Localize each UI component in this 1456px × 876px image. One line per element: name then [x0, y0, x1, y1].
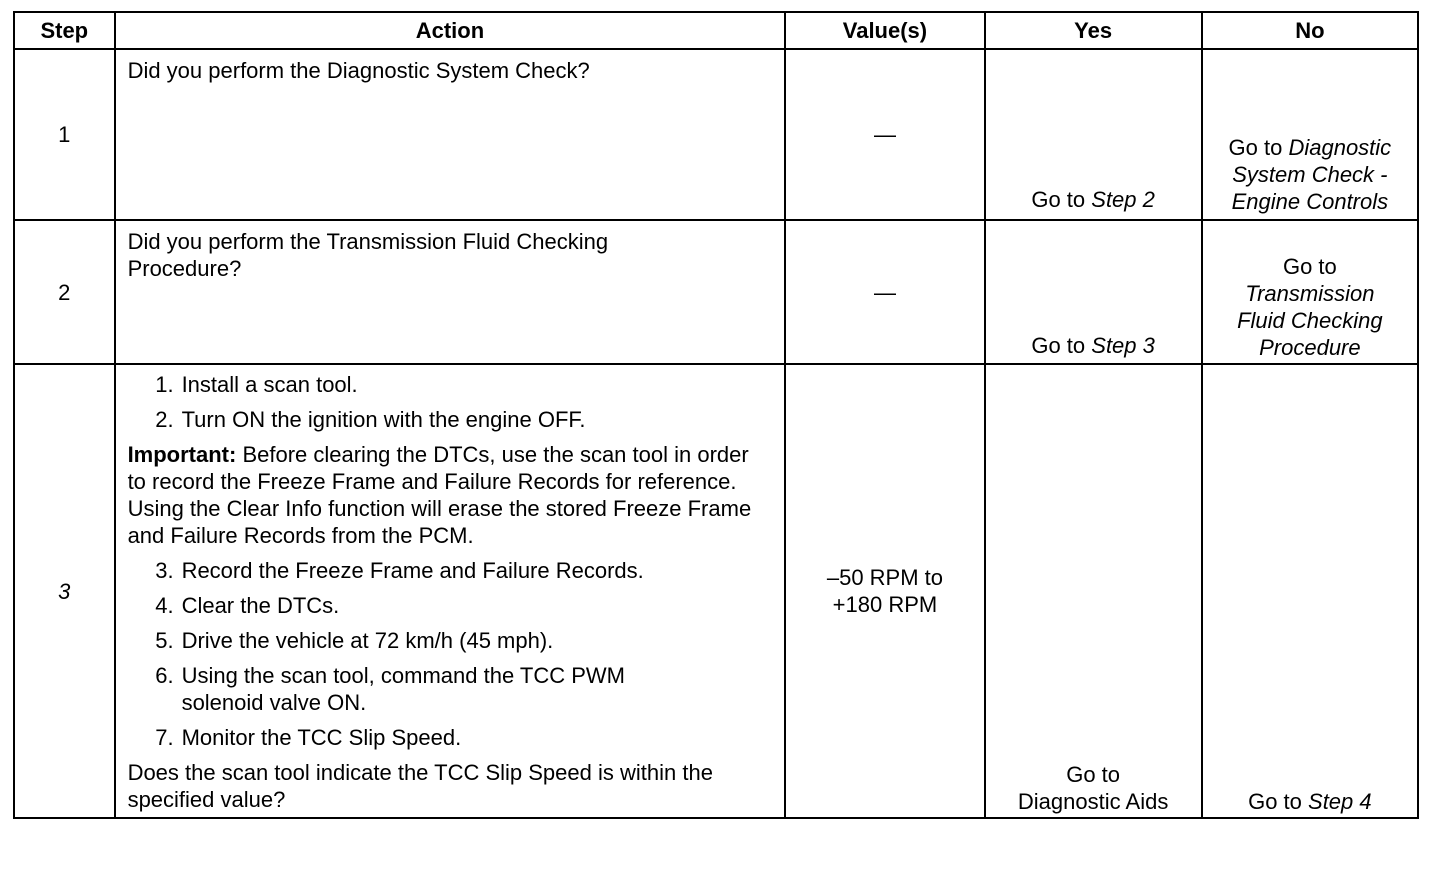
list-item: 2. Turn ON the ignition with the engine OFF.: [155, 407, 586, 432]
yes-link: Diagnostic Aids: [1017, 789, 1169, 814]
yes-prefix: Go to: [1031, 333, 1092, 358]
action-cell: [115, 220, 786, 364]
action-cell: [115, 364, 786, 818]
list-item: 4. Clear the DTCs.: [155, 593, 340, 618]
header-no: No: [1202, 12, 1418, 49]
action-question: Does the scan tool indicate the TCC Slip Speed is within the specified value?: [127, 760, 713, 812]
header-step: Step: [14, 12, 115, 49]
important-label: Important:: [127, 442, 237, 467]
yes-prefix: Go to: [1031, 187, 1092, 212]
action-cell: [115, 49, 786, 220]
yes-link: Step 2: [1091, 187, 1155, 212]
action-question: Did you perform the Transmission Fluid Checking Procedure?: [127, 229, 609, 281]
header-yes: Yes: [985, 12, 1202, 49]
value-max: +180 RPM: [832, 592, 938, 617]
important-note: [128, 441, 773, 549]
header-row: [14, 12, 1418, 49]
diagnostic-table: [13, 11, 1419, 819]
action-steps-a: [128, 371, 773, 433]
no-link: Transmission Fluid Checking Procedure: [1237, 281, 1383, 360]
table-row-step-1: [14, 49, 1418, 220]
step-number: 1: [14, 49, 115, 220]
value-cell: —: [785, 49, 984, 220]
table-row-step-3: [14, 364, 1418, 818]
header-values: Value(s): [785, 12, 984, 49]
yes-cell: [985, 49, 1202, 220]
list-item: 6. Using the scan tool, command the TCC PWM solenoid valve ON.: [155, 663, 625, 715]
no-cell: [1202, 49, 1418, 220]
list-item: 3. Record the Freeze Frame and Failure Records.: [155, 558, 644, 583]
no-prefix: Go to: [1228, 135, 1289, 160]
action-question: Did you perform the Diagnostic System Check?: [127, 58, 590, 83]
no-link: Step 4: [1308, 789, 1372, 814]
yes-cell: [985, 220, 1202, 364]
yes-link: Step 3: [1091, 333, 1155, 358]
table-row-step-2: [14, 220, 1418, 364]
no-link: Diagnostic System Check - Engine Controls: [1231, 135, 1392, 214]
no-cell: [1202, 364, 1418, 818]
yes-prefix: Go to: [1066, 762, 1121, 787]
value-cell: —: [785, 220, 984, 364]
no-prefix: Go to: [1282, 254, 1337, 279]
no-cell: [1202, 220, 1418, 364]
no-prefix: Go to: [1248, 789, 1309, 814]
list-item: 1. Install a scan tool.: [155, 372, 358, 397]
important-text: Before clearing the DTCs, use the scan tool in order to record the Freeze Frame and Failure Records for reference. Using the Clear Info function will erase the stored Freeze Frame and Failure Records from the PCM.: [127, 442, 752, 548]
step-number: 2: [14, 220, 115, 364]
step-number: 3: [14, 364, 115, 818]
list-item: 7. Monitor the TCC Slip Speed.: [155, 725, 462, 750]
header-action: Action: [115, 12, 786, 49]
list-item: 5. Drive the vehicle at 72 km/h (45 mph).: [155, 628, 554, 653]
value-cell: [785, 364, 984, 818]
yes-cell: [985, 364, 1202, 818]
action-steps-b: [128, 557, 773, 751]
value-min: –50 RPM to: [826, 565, 944, 590]
